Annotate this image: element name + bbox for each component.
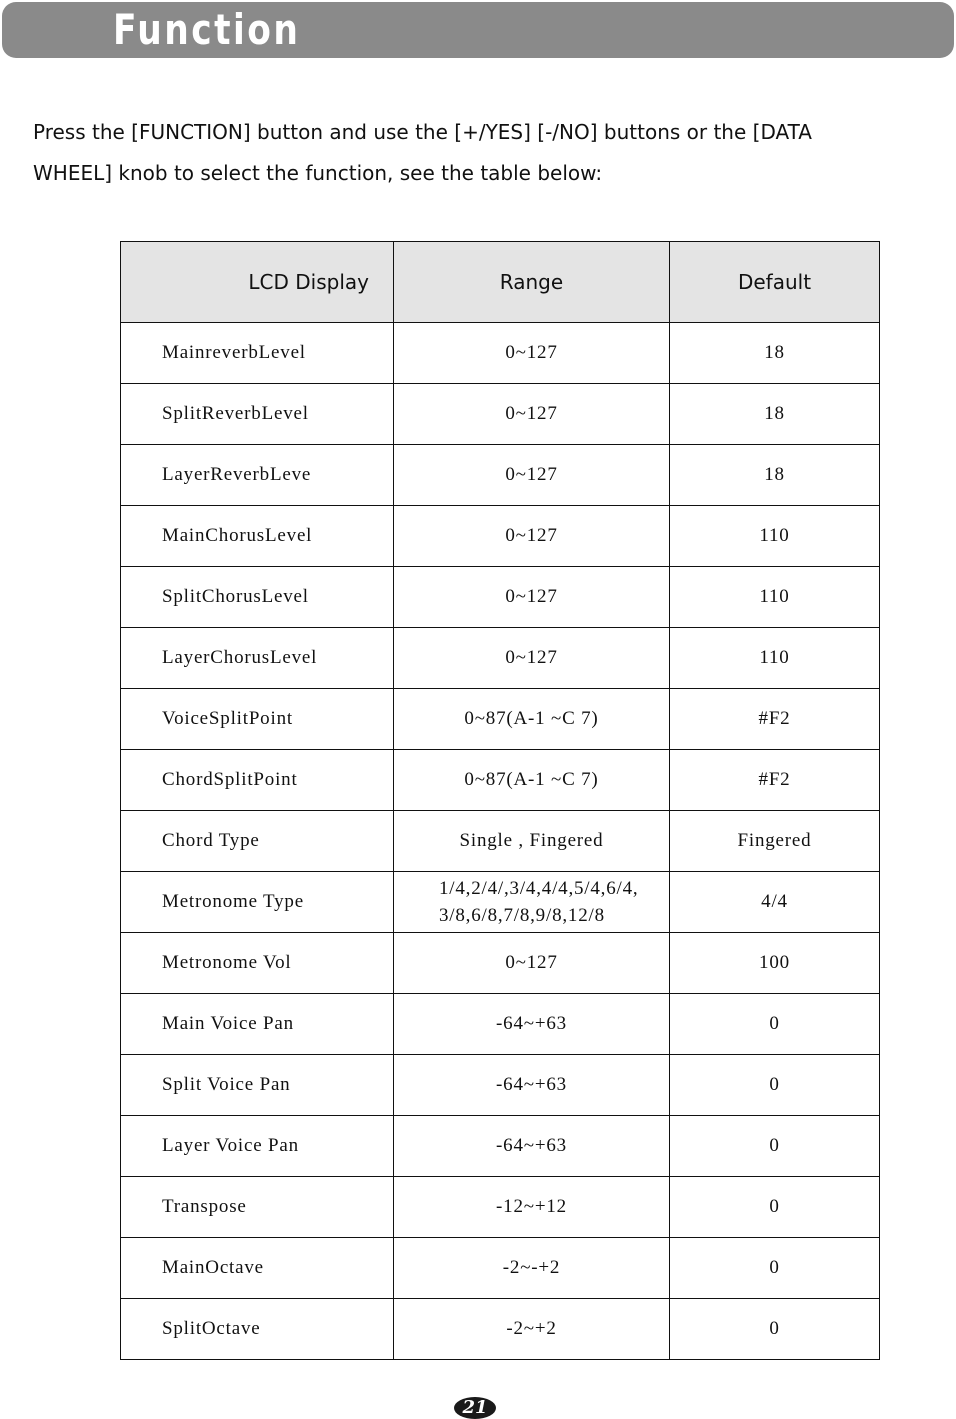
- lcd-cell: SplitReverbLevel: [121, 384, 394, 445]
- range-cell: 0~87(A-1 ~C 7): [394, 689, 670, 750]
- header-lcd-display: LCD Display: [121, 242, 394, 323]
- table-header-row: [121, 242, 880, 323]
- default-cell: 110: [670, 628, 880, 689]
- default-cell: 0: [670, 1238, 880, 1299]
- default-cell: 100: [670, 933, 880, 994]
- default-cell: 110: [670, 567, 880, 628]
- range-cell: [394, 872, 670, 933]
- default-cell: 0: [670, 1055, 880, 1116]
- range-line-1: 1/4,2/4/,3/4,4/4,5/4,6/4,: [439, 878, 639, 899]
- range-cell: 0~127: [394, 445, 670, 506]
- default-cell: 0: [670, 1116, 880, 1177]
- table-row: [121, 567, 880, 628]
- table-row: [121, 750, 880, 811]
- table-row: [121, 933, 880, 994]
- table-row: [121, 445, 880, 506]
- table-row: [121, 1177, 880, 1238]
- table-row: [121, 1116, 880, 1177]
- range-cell: -64~+63: [394, 994, 670, 1055]
- table-row: [121, 811, 880, 872]
- lcd-cell: ChordSplitPoint: [121, 750, 394, 811]
- default-cell: 18: [670, 323, 880, 384]
- lcd-cell: MainreverbLevel: [121, 323, 394, 384]
- table-row: [121, 323, 880, 384]
- range-cell: 0~127: [394, 933, 670, 994]
- table-row: [121, 1055, 880, 1116]
- default-cell: #F2: [670, 689, 880, 750]
- default-cell: 18: [670, 445, 880, 506]
- range-cell: 0~127: [394, 323, 670, 384]
- lcd-cell: LayerChorusLevel: [121, 628, 394, 689]
- header-default: Default: [670, 242, 880, 323]
- default-cell: Fingered: [670, 811, 880, 872]
- range-line-2: 3/8,6/8,7/8,9/8,12/8: [439, 905, 605, 926]
- default-cell: 0: [670, 1299, 880, 1360]
- lcd-cell: Layer Voice Pan: [121, 1116, 394, 1177]
- lcd-cell: MainChorusLevel: [121, 506, 394, 567]
- range-cell: -12~+12: [394, 1177, 670, 1238]
- default-cell: 0: [670, 1177, 880, 1238]
- default-cell: 0: [670, 994, 880, 1055]
- range-cell: -64~+63: [394, 1055, 670, 1116]
- page-number: 21: [454, 1397, 496, 1419]
- default-cell: 110: [670, 506, 880, 567]
- default-cell: #F2: [670, 750, 880, 811]
- lcd-cell: Main Voice Pan: [121, 994, 394, 1055]
- range-cell: 0~87(A-1 ~C 7): [394, 750, 670, 811]
- header-range: Range: [394, 242, 670, 323]
- table-row: [121, 1299, 880, 1360]
- lcd-cell: Chord Type: [121, 811, 394, 872]
- table-row: [121, 994, 880, 1055]
- lcd-cell: Split Voice Pan: [121, 1055, 394, 1116]
- range-cell: -64~+63: [394, 1116, 670, 1177]
- range-cell: -2~+2: [394, 1299, 670, 1360]
- lcd-cell: LayerReverbLeve: [121, 445, 394, 506]
- lcd-cell: MainOctave: [121, 1238, 394, 1299]
- table-row: [121, 689, 880, 750]
- range-cell: 0~127: [394, 628, 670, 689]
- lcd-cell: Metronome Vol: [121, 933, 394, 994]
- range-cell: 0~127: [394, 567, 670, 628]
- range-cell: 0~127: [394, 506, 670, 567]
- default-cell: 4/4: [670, 872, 880, 933]
- intro-text: [33, 112, 913, 194]
- range-cell: -2~-+2: [394, 1238, 670, 1299]
- range-cell: 0~127: [394, 384, 670, 445]
- page-title: Function: [113, 5, 301, 54]
- lcd-cell: SplitOctave: [121, 1299, 394, 1360]
- table-row: [121, 384, 880, 445]
- table-row: [121, 1238, 880, 1299]
- table-row: [121, 628, 880, 689]
- lcd-cell: Metronome Type: [121, 872, 394, 933]
- intro-line-2: WHEEL] knob to select the function, see the table below:: [33, 161, 603, 185]
- default-cell: 18: [670, 384, 880, 445]
- range-cell: Single , Fingered: [394, 811, 670, 872]
- table-row: [121, 506, 880, 567]
- lcd-cell: VoiceSplitPoint: [121, 689, 394, 750]
- lcd-cell: SplitChorusLevel: [121, 567, 394, 628]
- function-table: [120, 241, 880, 1360]
- lcd-cell: Transpose: [121, 1177, 394, 1238]
- intro-line-1: Press the [FUNCTION] button and use the [+/YES] [-/NO] buttons or the [DATA: [33, 120, 812, 144]
- table-row: [121, 872, 880, 933]
